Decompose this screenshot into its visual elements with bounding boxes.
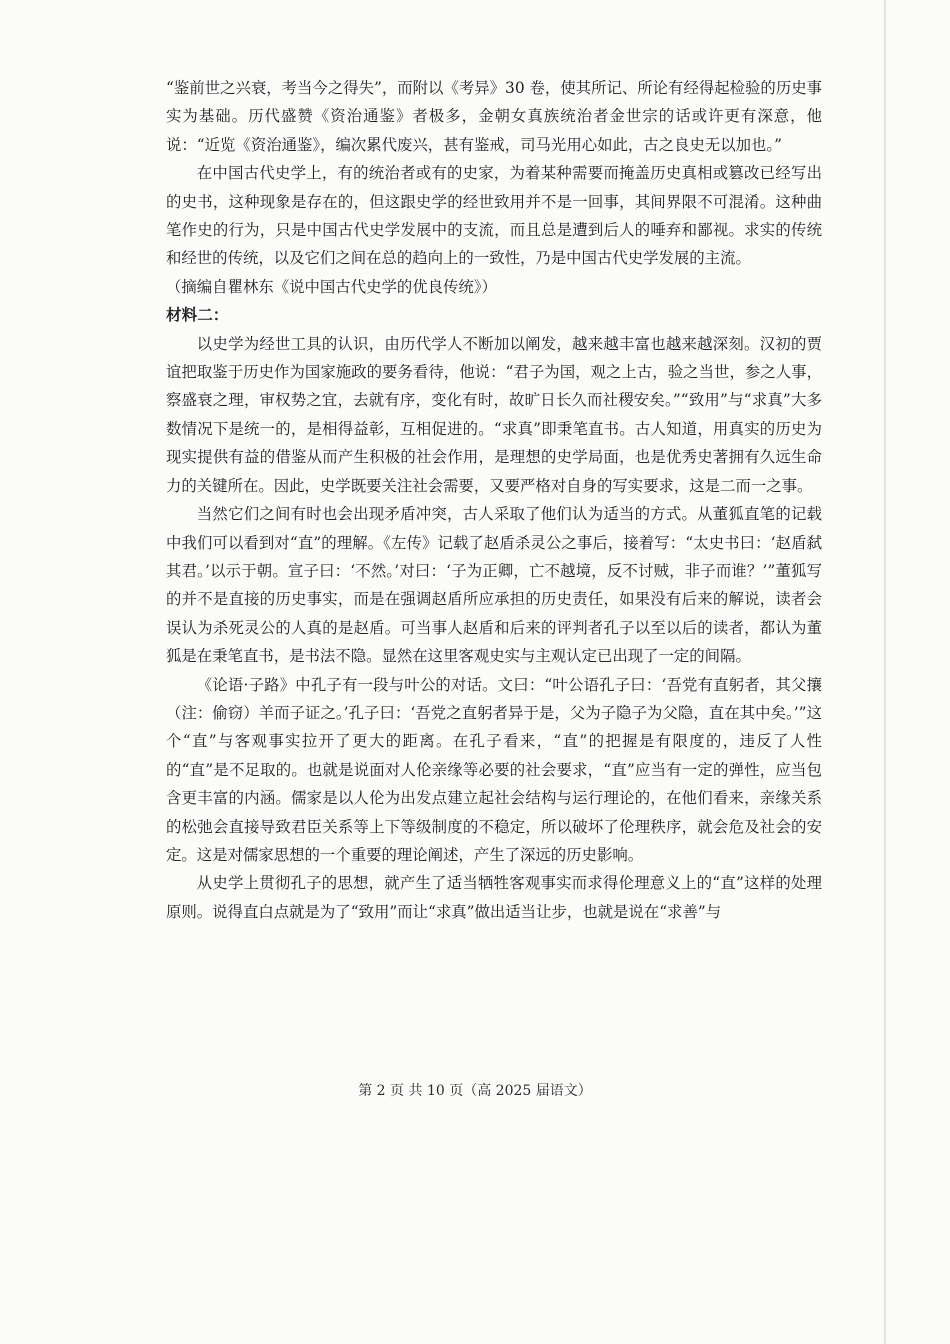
source-citation: （摘编自瞿林东《说中国古代史学的优良传统》）: [166, 277, 497, 296]
paragraph-continuation: “鉴前世之兴衰，考当今之得失”，而附以《考异》30 卷，使其所记、所论有经得起检验的历史事实为基础。历代盛赞《资治通鉴》者极多，金朝女真族统治者金世宗的话或许更有深意，他说：“近览《资治通鉴》，编次累代废兴，甚有鉴戒，司马光用心如此，古之良史无以加也。”: [166, 79, 822, 154]
paragraph: 以史学为经世工具的认识，由历代学人不断加以阐发，越来越丰富也越来越深刻。汉初的贾谊把取鉴于历史作为国家施政的要务看待，他说：“君子为国，观之上古，验之当世，参之人事，察盛衰之理，审权势之宜，去就有序，变化有时，故旷日长久而社稷安矣。”“致用”与“求真”大多数情况下是统一的，是相得益彰，互相促进的。“求真”即秉笔直书。古人知道，用真实的历史为现实提供有益的借鉴从而产生积极的社会作用，是理想的史学局面，也是优秀史著拥有久远生命力的关键所在。因此，史学既要关注社会需要，又要严格对自身的写实要求，这是二而一之事。: [166, 334, 822, 495]
paragraph: 在中国古代史学上，有的统治者或有的史家，为着某种需要而掩盖历史真相或篡改已经写出的史书，这种现象是存在的，但这跟史学的经世致用并不是一回事，其间界限不可混淆。这种曲笔作史的行为，只是中国古代史学发展中的支流，而且总是遭到后人的唾弃和鄙视。求实的传统和经世的传统，以及它们之间在总的趋向上的一致性，乃是中国古代史学发展的主流。: [166, 164, 822, 268]
paragraph: 从史学上贯彻孔子的思想，就产生了适当牺牲客观事实而求得伦理意义上的“直”这样的处理原则。说得直白点就是为了“致用”而让“求真”做出适当让步，也就是说在“求善”与: [166, 874, 822, 921]
page-edge-shadow: [884, 0, 886, 1344]
document-body: [166, 74, 822, 926]
section-heading-material-2: 材料二：: [166, 306, 229, 325]
paragraph: 当然它们之间有时也会出现矛盾冲突，古人采取了他们认为适当的方式。从董狐直笔的记载中我们可以看到对“直”的理解。《左传》记载了赵盾杀灵公之事后，接着写：“太史书曰：‘赵盾弑其君。’以示于朝。宣子曰：‘不然。’对曰：‘子为正卿，亡不越境，反不讨贼，非子而谁？’”董狐写的并不是直接的历史事实，而是在强调赵盾所应承担的历史责任，如果没有后来的解说，读者会误认为杀死灵公的人真的是赵盾。可当事人赵盾和后来的评判者孔子以至以后的读者，都认为董狐是在秉笔直书，是书法不隐。显然在这里客观史实与主观认定已出现了一定的间隔。: [166, 505, 822, 666]
paragraph: 《论语·子路》中孔子有一段与叶公的对话。文曰：“叶公语孔子曰：‘吾党有直躬者，其父攘（注：偷窃）羊而子证之。’孔子曰：‘吾党之直躬者异于是，父为子隐子为父隐，直在其中矣。’”这个“直”与客观事实拉开了更大的距离。在孔子看来，“直”的把握是有限度的，违反了人性的“直”是不足取的。也就是说面对人伦亲缘等必要的社会要求，“直”应当有一定的弹性，应当包含更丰富的内涵。儒家是以人伦为出发点建立起社会结构与运行理论的，在他们看来，亲缘关系的松弛会直接导致君臣关系等上下等级制度的不稳定，所以破坏了伦理秩序，就会危及社会的安定。这是对儒家思想的一个重要的理论阐述，产生了深远的历史影响。: [166, 675, 822, 864]
page-footer: 第 2 页 共 10 页（高 2025 届语文）: [358, 1083, 592, 1099]
